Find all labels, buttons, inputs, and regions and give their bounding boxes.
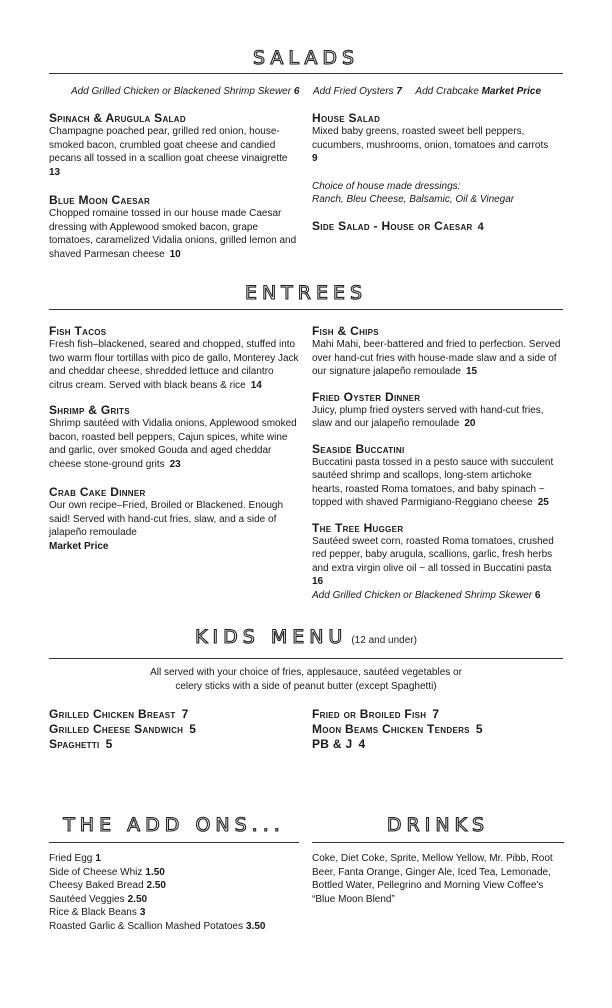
addon-item: Fried Egg 1 (49, 853, 101, 864)
drinks-rule (312, 842, 564, 843)
addons-heading: THE ADD ONS... (63, 814, 285, 836)
item-desc: Juicy, plump fried oysters served with hand-cut fries, slaw and our jalapeño remoulade 20 (312, 404, 544, 429)
item-price: Market Price (49, 540, 109, 552)
entrees-right-column (312, 324, 564, 613)
menu-item (312, 521, 564, 603)
salads-addons-note (0, 85, 612, 99)
item-addon: Add Grilled Chicken or Blackened Shrimp Skewer 6 (312, 589, 541, 601)
item-desc: Fresh fish–blackened, seared and chopped, stuffed into two warm flour tortillas with pico de gallo, Monterey Jack and cheddar cheese, shredded lettuce and cilantro citrus cream. Served with black beans & rice 14 (49, 339, 299, 391)
item-title: Fish Tacos (49, 324, 107, 338)
kids-heading-row (0, 626, 612, 648)
dressings-note (312, 180, 564, 207)
salads-right-column (312, 111, 564, 245)
addon-note-3: Add Crabcake Market Price (415, 86, 542, 97)
item-title: Shrimp & Grits (49, 403, 130, 417)
item-desc: Chopped romaine tossed in our house made Caesar dressing with Applewood smoked bacon, grape tomatoes, caramelized Vidalia onions, grilled lemon and shaved Parmesan cheese 10 (49, 208, 297, 260)
item-price: 23 (169, 458, 181, 470)
item-desc: Our own recipe–Fried, Broiled or Blackened. Enough said! Served with hand-cut fries, slaw, and a side of jalapeño remoulade (49, 500, 284, 538)
item-title: Fish & Chips (312, 324, 379, 338)
menu-item (312, 111, 564, 166)
item-title: Crab Cake Dinner (49, 485, 146, 499)
addon-item: Cheesy Baked Bread 2.50 (49, 880, 166, 891)
menu-item (49, 485, 299, 553)
addon-note-1: Add Grilled Chicken or Blackened Shrimp Skewer 6 (70, 86, 300, 97)
salads-rule (49, 73, 563, 74)
item-price: 16 (312, 576, 324, 587)
entrees-heading: ENTREES (244, 282, 368, 304)
item-title: Blue Moon Caesar (49, 193, 151, 207)
item-price: 25 (537, 497, 549, 508)
item-title: The Tree Hugger (312, 520, 404, 535)
kids-item: PB & J 4 (312, 737, 366, 751)
addon-item: Side of Cheese Whiz 1.50 (49, 866, 165, 878)
kids-note-line-1: All served with your choice of fries, applesauce, sautéed vegetables or (150, 667, 462, 678)
dressings-list: Ranch, Bleu Cheese, Balsamic, Oil & Vinegar (312, 194, 515, 205)
addon-item: Roasted Garlic & Scallion Mashed Potatoes 3.50 (49, 920, 266, 932)
item-title: House Salad (312, 111, 381, 125)
item-title: Seaside Buccatini (312, 441, 405, 456)
menu-item (49, 193, 299, 261)
item-desc: Buccatini pasta tossed in a pesto sauce with succulent sautéed shrimp and scallops, long-stem artichoke hearts, roasted Roma tomatoes, and baby spinach ~ topped with shaved Parmigiano-Reggiano cheese 25 (312, 456, 554, 508)
kids-item: Grilled Chicken Breast 7 (49, 707, 189, 721)
item-title: Spinach & Arugula Salad (49, 111, 186, 125)
kids-rule (49, 658, 563, 659)
addon-note-2: Add Fried Oysters 7 (312, 86, 402, 97)
item-price: 20 (464, 418, 476, 429)
item-price: 13 (49, 166, 61, 178)
menu-item (49, 403, 299, 471)
kids-item: Fried or Broiled Fish 7 (312, 707, 440, 721)
kids-heading: KIDS MENU (195, 626, 348, 648)
dressings-label: Choice of house made dressings: (312, 180, 461, 192)
kids-subheading: (12 and under) (351, 635, 417, 646)
item-price: 10 (169, 248, 181, 260)
kids-note-line-2: celery sticks with a side of peanut butter (except Spaghetti) (175, 681, 437, 692)
side-salad (312, 219, 564, 235)
item-desc: Sautéed sweet corn, roasted Roma tomatoes, crushed red pepper, baby arugula, scallions, garlic, fresh herbs and extra virgin olive oil ~ all tossed in Buccatini pasta (312, 535, 554, 574)
item-desc: Mixed baby greens, roasted sweet bell peppers, cucumbers, mushrooms, onion, tomatoes and carrots (312, 126, 549, 151)
kids-left-column (49, 707, 299, 752)
item-price: 4 (477, 220, 484, 233)
addons-list (49, 852, 309, 933)
menu-item (312, 442, 564, 510)
entrees-rule (49, 309, 563, 310)
kids-right-column (312, 707, 564, 752)
item-price: 15 (466, 366, 478, 377)
salads-heading: SALADS (252, 47, 360, 69)
menu-item (312, 324, 564, 379)
kids-note (0, 666, 612, 694)
addon-item: Sautéed Veggies 2.50 (49, 893, 148, 905)
drinks-heading: DRINKS (386, 814, 490, 836)
item-price: 14 (250, 379, 262, 391)
salads-left-column (49, 111, 299, 272)
entrees-left-column (49, 324, 299, 564)
kids-item: Moon Beams Chicken Tenders 5 (312, 722, 483, 736)
item-price: 9 (312, 153, 318, 164)
kids-item: Grilled Cheese Sandwich 5 (49, 722, 197, 736)
kids-item: Spaghetti 5 (49, 737, 113, 751)
addons-rule (49, 842, 299, 843)
item-desc: Mahi Mahi, beer-battered and fried to perfection. Served over hand-cut fries with house-made slaw and a side of our signature jalapeño remoulade 15 (312, 339, 561, 377)
item-desc: Shrimp sautéed with Vidalia onions, Applewood smoked bacon, roasted bell peppers, Cajun spices, white wine and garlic, over smoked Gouda and aged cheddar cheese stone-ground grits 23 (49, 418, 297, 470)
addon-item: Rice & Black Beans 3 (49, 907, 146, 918)
menu-item (49, 111, 299, 179)
item-desc: Champagne poached pear, grilled red onion, house-smoked bacon, crumbled goat cheese and candied pecans all tossed in a scallion goat cheese vinaigrette (49, 126, 288, 164)
item-title: Fried Oyster Dinner (312, 389, 421, 404)
drinks-text: Coke, Diet Coke, Sprite, Mellow Yellow, Mr. Pibb, Root Beer, Fanta Orange, Ginger Ale, Iced Tea, Lemonade, Bottled Water, Pellegrino and Morning View Coffee's “Blue Moon Blend” (312, 853, 553, 905)
menu-item (49, 324, 299, 392)
item-title: Side Salad - House or Caesar (312, 218, 473, 233)
menu-item (312, 390, 564, 431)
